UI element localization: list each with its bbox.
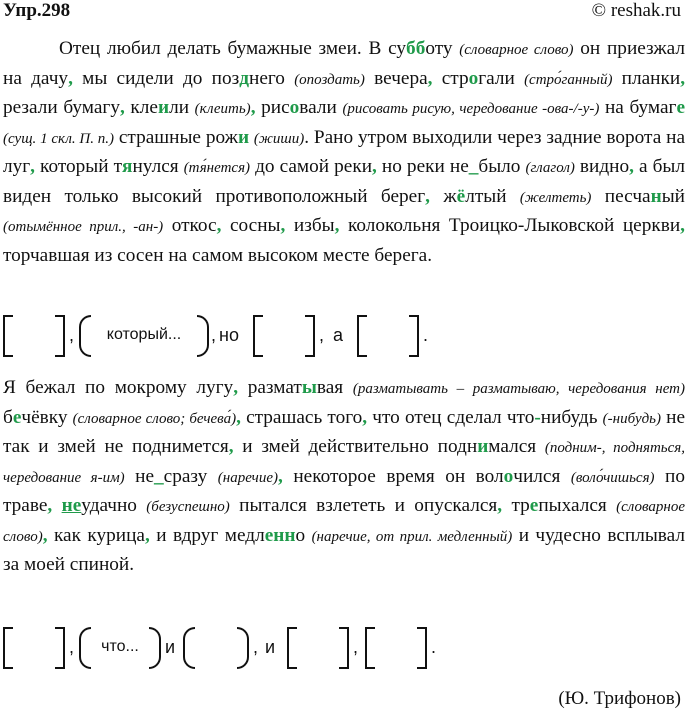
main-clause-bracket (3, 627, 65, 667)
text: вали (299, 97, 343, 118)
text: и вдруг медл (149, 524, 265, 546)
highlight: - (534, 406, 541, 428)
text: было (478, 156, 526, 177)
main-clause-bracket (287, 627, 349, 667)
paragraph-1 (3, 35, 685, 269)
note: (словарное слово) (459, 42, 574, 58)
punct: , (47, 495, 53, 516)
clause-label: что... (101, 638, 139, 655)
note: (тя́нется) (183, 160, 251, 176)
note: (стро́ганный) (524, 71, 613, 88)
highlight: о (289, 97, 300, 118)
text: сосны (221, 215, 281, 236)
schema-comma: , (69, 325, 75, 345)
text: что отец сделал что (367, 406, 535, 428)
text: но реки не (376, 156, 469, 177)
text: колокольня Троицко-Лыковской церкви (339, 215, 681, 236)
punct: , (680, 67, 686, 89)
clause-label: который... (106, 326, 182, 343)
punct: , (30, 156, 35, 177)
note: (клеить) (194, 101, 251, 117)
punct: , (228, 436, 234, 457)
punct: , (233, 377, 239, 398)
note: (отымённое прил., -ан-) (3, 219, 164, 235)
note: (наречие, от прил. медленный) (311, 528, 513, 545)
note: (воло́чишься) (570, 469, 655, 486)
punct: , (144, 524, 150, 546)
note: (разматывать – разматываю, чередования нет) (352, 381, 685, 397)
note: (-нибудь) (602, 410, 661, 427)
text: а был виден только высокий противоположный берег (3, 156, 685, 207)
schema-conjunction: и (165, 637, 176, 657)
highlight: о (503, 465, 514, 487)
text: мы сидели до поз (72, 67, 240, 89)
text: вая (316, 377, 353, 398)
punct: , (42, 524, 48, 546)
highlight: е (12, 406, 22, 428)
text: планки (612, 67, 681, 89)
text (52, 495, 61, 516)
subordinate-clause (183, 627, 249, 667)
note: (сущ. 1 скл. П. п.) (3, 130, 115, 147)
text: него (249, 67, 295, 89)
highlight: е (529, 495, 539, 516)
punct: , (334, 215, 340, 236)
highlight: ы (301, 377, 317, 398)
highlight: и (477, 436, 489, 457)
subordinate-clause (79, 627, 161, 667)
text: кле (124, 97, 158, 118)
schema-comma: , (69, 637, 75, 657)
site-credit[interactable]: © reshak.ru (591, 0, 681, 21)
sentence-schema-1 (3, 313, 663, 357)
text: нибудь (540, 406, 603, 428)
main-clause-bracket (253, 315, 315, 355)
highlight: д (239, 67, 249, 89)
highlight: ё (456, 185, 466, 207)
schema-period: . (423, 325, 429, 345)
text: он приезжал на дачу (3, 38, 685, 89)
subordinate-clause (79, 315, 209, 355)
text: вечера (364, 67, 428, 89)
note: (глагол) (525, 160, 575, 176)
text: до самой реки (250, 156, 373, 177)
text: на бумаг (599, 97, 677, 118)
main-clause-bracket (357, 315, 419, 355)
highlight: я (122, 156, 133, 177)
note: (опоздать) (294, 71, 365, 88)
text: гали (478, 67, 525, 89)
text: страшные рож (114, 126, 238, 148)
punct: , (425, 185, 430, 207)
text: не так и змей не поднимется (3, 406, 686, 457)
text: тр (502, 495, 530, 516)
note: (наречие) (217, 469, 278, 486)
text: и чудесно всплывал за моей спиной. (3, 524, 685, 575)
note: (жиши) (253, 130, 305, 147)
punct: , (119, 97, 125, 118)
text: рис (255, 97, 290, 118)
text: ли (169, 97, 195, 118)
punct: , (680, 215, 685, 236)
text: ый (661, 185, 685, 207)
text: откос (163, 215, 217, 236)
punct: , (68, 67, 73, 89)
note: (желтеть) (519, 189, 592, 206)
text: лтый (465, 185, 520, 207)
text: стр (432, 67, 469, 89)
gap-mark: _ (468, 156, 479, 177)
text: некоторое время он вол (282, 465, 504, 487)
paragraph-2 (3, 374, 685, 579)
punct: , (216, 215, 222, 236)
schema-period: . (431, 637, 437, 657)
note: (словарное слово) (3, 499, 686, 545)
gap-mark: _ (154, 465, 164, 487)
highlight: е (676, 97, 686, 118)
text: мался (488, 436, 545, 457)
highlight: и (237, 126, 250, 148)
schema-conjunction: но (219, 325, 239, 345)
punct: , (427, 67, 433, 89)
text: видно (574, 156, 630, 177)
highlight: о (468, 67, 479, 89)
note: (подним-, подняться, чередование я-им) (3, 440, 685, 486)
main-clause-bracket (365, 627, 427, 667)
main-clause-bracket (3, 315, 65, 355)
highlight: бб (406, 38, 426, 59)
punct: , (629, 156, 634, 177)
text: . Рано утром выходили через задние ворота на луг (3, 126, 686, 177)
highlight: н (650, 185, 662, 207)
author-attribution: (Ю. Трифонов) (558, 688, 681, 709)
text: о (295, 524, 312, 546)
text: избы (285, 215, 335, 236)
punct: , (280, 215, 286, 236)
text: ж (429, 185, 457, 207)
text: пытался взлететь и опускался (229, 495, 498, 516)
text: чёвку (21, 406, 73, 428)
punct: , (250, 97, 256, 118)
note: (словарное слово; бечева́) (72, 410, 237, 427)
note: (безуспешно) (146, 499, 230, 515)
schema-comma: , (253, 637, 259, 657)
punct: , (278, 465, 283, 487)
text: Я бежал по мокрому лугу (3, 377, 234, 398)
highlight: енн (264, 524, 296, 546)
punct: , (236, 406, 241, 428)
punct: , (362, 406, 368, 428)
text: песча (591, 185, 651, 207)
text: нулся (132, 156, 184, 177)
text: торчавшая из сосен на самом высоком месте берега. (3, 244, 433, 266)
note: (рисовать рисую, чередование -ова-/-у-) (342, 101, 600, 117)
text: сразу (163, 465, 218, 487)
punct: , (497, 495, 503, 516)
schema-conjunction: и (265, 637, 276, 657)
text: по траве (3, 465, 685, 516)
text: пыхался (538, 495, 617, 516)
text: Отец любил делать бумажные змеи. В су (59, 38, 407, 59)
schema-conjunction: а (333, 325, 344, 345)
text: удачно (81, 495, 147, 516)
text: б (3, 406, 13, 428)
schema-comma: , (319, 325, 325, 345)
punct: , (372, 156, 377, 177)
highlight: и (157, 97, 170, 118)
text: размат (238, 377, 302, 398)
text: и змей действительно подн (233, 436, 478, 457)
text: страшась того (240, 406, 363, 428)
text: чился (513, 465, 571, 487)
text: резали бумагу (3, 97, 120, 118)
text: как курица (47, 524, 145, 546)
text: оту (425, 38, 460, 59)
text: который т (35, 156, 123, 177)
schema-comma: , (211, 325, 217, 345)
exercise-title: Упр.298 (3, 0, 71, 21)
sentence-schema-2 (3, 625, 663, 669)
text: не (124, 465, 155, 487)
schema-comma: , (353, 637, 359, 657)
highlight: не (61, 495, 82, 516)
